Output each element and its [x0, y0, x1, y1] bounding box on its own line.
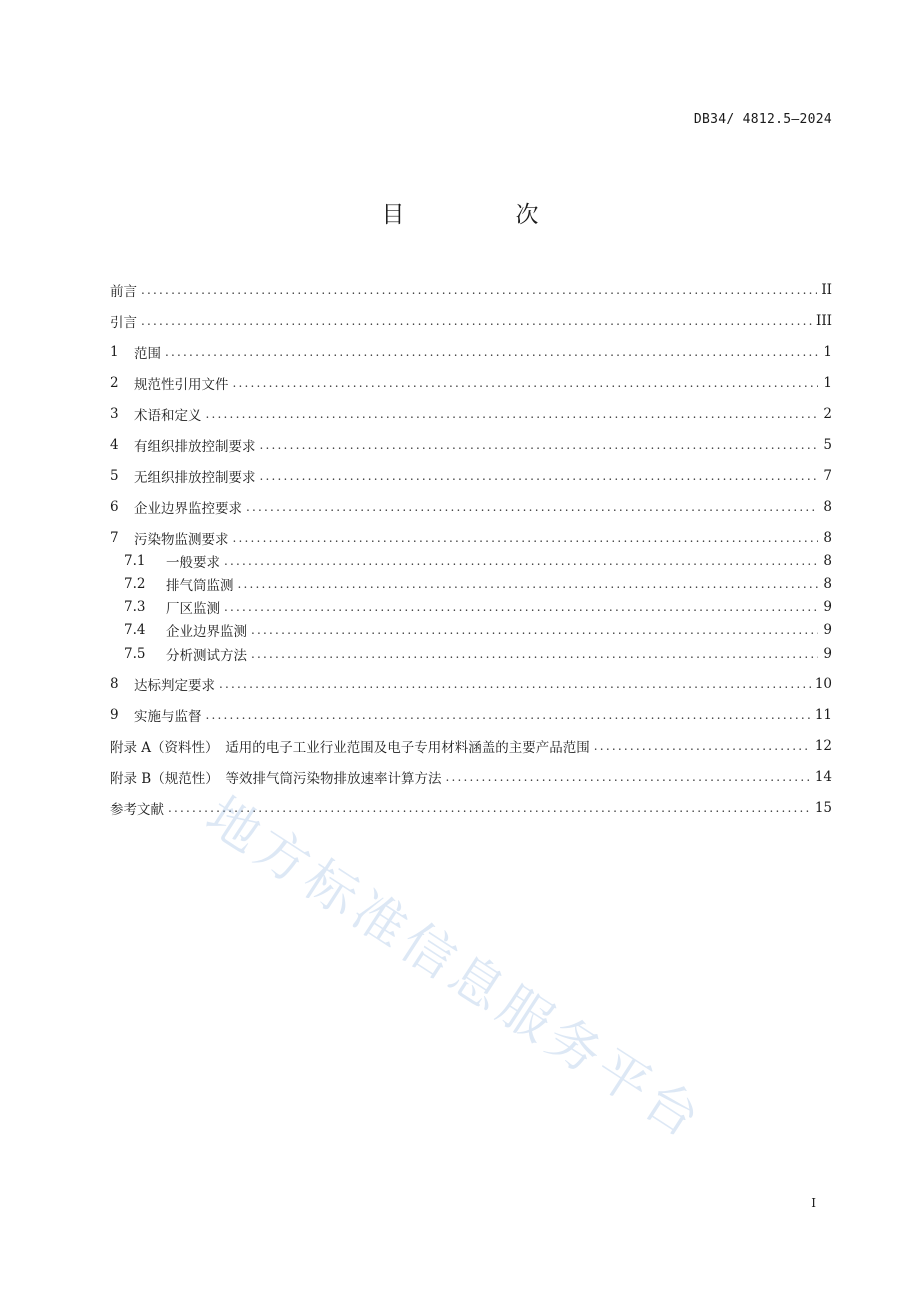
toc-entry-label: 前言 [110, 284, 137, 300]
dot-leader [251, 623, 818, 637]
toc-entry-label: 术语和定义 [134, 408, 202, 424]
document-code: DB34/ 4812.5—2024 [693, 112, 832, 127]
toc-entry-number: 9 [110, 707, 119, 723]
toc-entry-page: 15 [814, 800, 832, 816]
toc-entry-page: 9 [823, 599, 832, 615]
toc-entry-number: 5 [110, 468, 119, 484]
toc-entry-bibliography[interactable] [110, 798, 832, 818]
toc-entry-2[interactable] [110, 373, 832, 393]
toc-entry-9[interactable] [110, 705, 832, 725]
toc-entry-label: 有组织排放控制要求 [134, 439, 256, 455]
toc-entry-8[interactable] [110, 674, 832, 694]
dot-leader [219, 677, 811, 691]
dot-leader [206, 407, 819, 421]
toc-entry-5[interactable] [110, 466, 832, 486]
toc-entry-label: 一般要求 [166, 555, 220, 571]
toc-entry-7-1[interactable] [124, 551, 832, 571]
page-number: I [811, 1196, 816, 1210]
toc-entry-7-5[interactable] [124, 644, 832, 664]
toc-entry-label: 引言 [110, 315, 137, 331]
dot-leader [165, 345, 818, 359]
dot-leader [141, 314, 812, 328]
dot-leader [260, 438, 819, 452]
toc-entry-page: 11 [814, 707, 832, 723]
dot-leader [233, 531, 819, 545]
toc-entry-7[interactable] [110, 528, 832, 548]
dot-leader [238, 577, 819, 591]
toc-entry-label: 排气筒监测 [166, 578, 234, 594]
toc-title: 目 次 [381, 202, 583, 228]
toc-entry-7-4[interactable] [124, 620, 832, 640]
toc-entry-page: II [821, 282, 832, 298]
toc-entry-foreword[interactable] [110, 280, 832, 300]
dot-leader [168, 801, 811, 815]
toc-entry-label: 企业边界监测 [166, 624, 247, 640]
toc-entry-number: 6 [110, 499, 119, 515]
dot-leader [246, 500, 818, 514]
dot-leader [594, 739, 811, 753]
toc-entry-page: 8 [823, 553, 832, 569]
toc-entry-label: 范围 [134, 346, 161, 362]
toc-entry-label: 厂区监测 [166, 601, 220, 617]
dot-leader [224, 554, 818, 568]
toc-entry-number: 7.2 [124, 576, 146, 592]
toc-entry-page: 10 [814, 676, 832, 692]
toc-entry-page: 8 [823, 530, 832, 546]
toc-entry-number: 8 [110, 676, 119, 692]
toc-entry-label: 附录 B（规范性） 等效排气筒污染物排放速率计算方法 [110, 771, 442, 787]
toc-entry-page: 14 [814, 769, 832, 785]
toc-entry-number: 7.1 [124, 553, 146, 569]
toc-entry-4[interactable] [110, 435, 832, 455]
toc-entry-page: III [816, 313, 832, 329]
toc-entry-1[interactable] [110, 342, 832, 362]
toc-entry-page: 8 [823, 576, 832, 592]
toc-entry-number: 3 [110, 406, 119, 422]
toc-entry-7-3[interactable] [124, 597, 832, 617]
toc-entry-label: 规范性引用文件 [134, 377, 229, 393]
toc-entry-introduction[interactable] [110, 311, 832, 331]
watermark: 地方标准信息服务平台 [195, 785, 715, 1153]
toc-entry-number: 7.4 [124, 622, 146, 638]
toc-entry-number: 7.3 [124, 599, 146, 615]
toc-entry-page: 7 [823, 468, 832, 484]
toc-entry-page: 1 [823, 344, 832, 360]
dot-leader [206, 708, 811, 722]
toc-entry-label: 实施与监督 [134, 709, 202, 725]
toc-entry-page: 5 [823, 437, 832, 453]
dot-leader [260, 469, 819, 483]
dot-leader [445, 770, 810, 784]
dot-leader [141, 283, 817, 297]
toc-entry-page: 8 [823, 499, 832, 515]
toc-entry-page: 1 [823, 375, 832, 391]
toc-entry-6[interactable] [110, 497, 832, 517]
toc-entry-annex-b[interactable] [110, 767, 832, 787]
toc-entry-7-2[interactable] [124, 574, 832, 594]
toc-entry-page: 9 [823, 622, 832, 638]
toc-entry-label: 无组织排放控制要求 [134, 470, 256, 486]
toc-entry-number: 7 [110, 530, 119, 546]
toc-entry-3[interactable] [110, 404, 832, 424]
toc-entry-label: 企业边界监控要求 [134, 501, 242, 517]
toc-entry-number: 7.5 [124, 646, 146, 662]
toc-entry-page: 12 [814, 738, 832, 754]
toc-entry-number: 4 [110, 437, 119, 453]
toc-entry-label: 参考文献 [110, 802, 164, 818]
toc-entry-number: 1 [110, 344, 119, 360]
toc-entry-page: 9 [823, 646, 832, 662]
toc-entry-label: 达标判定要求 [134, 678, 215, 694]
toc-entry-label: 分析测试方法 [166, 648, 247, 664]
toc-entry-label: 污染物监测要求 [134, 532, 229, 548]
toc-entry-page: 2 [823, 406, 832, 422]
toc-entry-annex-a[interactable] [110, 736, 832, 756]
dot-leader [251, 647, 818, 661]
dot-leader [224, 600, 818, 614]
toc-entry-number: 2 [110, 375, 119, 391]
toc-entry-label: 附录 A（资料性） 适用的电子工业行业范围及电子专用材料涵盖的主要产品范围 [110, 740, 590, 756]
dot-leader [233, 376, 819, 390]
